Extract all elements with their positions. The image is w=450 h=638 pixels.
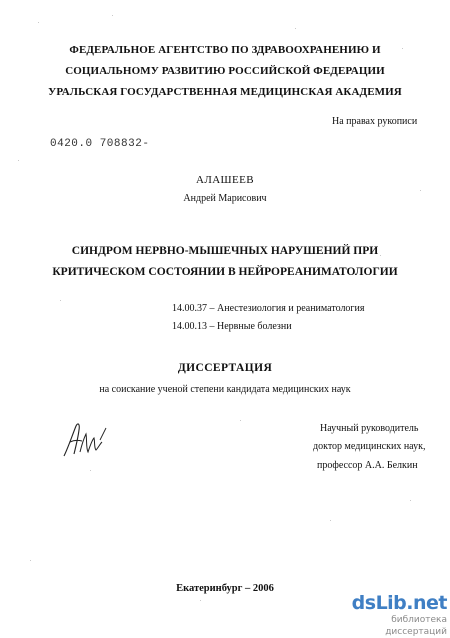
dslib-watermark: [351, 592, 447, 637]
watermark-subtitle: библиотека диссертаций: [385, 615, 447, 637]
author-surname: АЛАШЕЕВ: [195, 174, 255, 186]
supervisor-name: профессор А.А. Белкин: [317, 460, 418, 471]
catalog-number: 0420.0 708832-: [50, 138, 150, 150]
manuscript-note: На правах рукописи: [332, 116, 418, 127]
city-year: Екатеринбург – 2006: [176, 583, 274, 594]
thesis-title-line-2: КРИТИЧЕСКОМ СОСТОЯНИИ В НЕЙРОРЕАНИМАТОЛОГИИ: [52, 266, 398, 278]
author-name: Андрей Марисович: [183, 193, 267, 204]
institution-line-1: ФЕДЕРАЛЬНОЕ АГЕНТСТВО ПО ЗДРАВООХРАНЕНИЮ И: [69, 44, 381, 56]
specialty-2: 14.00.13 – Нервные болезни: [172, 321, 292, 332]
watermark-site: dsLib.net: [351, 592, 447, 614]
signature-image: [60, 418, 112, 462]
thesis-title-line-1: СИНДРОМ НЕРВНО-МЫШЕЧНЫХ НАРУШЕНИЙ ПРИ: [71, 245, 379, 257]
institution-line-2: СОЦИАЛЬНОМУ РАЗВИТИЮ РОССИЙСКОЙ ФЕДЕРАЦИИ: [65, 65, 385, 77]
supervisor-role: Научный руководитель: [320, 423, 419, 434]
specialty-1: 14.00.37 – Анестезиология и реаниматология: [172, 303, 365, 314]
supervisor-degree: доктор медицинских наук,: [313, 441, 426, 452]
document-type: ДИССЕРТАЦИЯ: [177, 362, 273, 374]
institution-line-3: УРАЛЬСКАЯ ГОСУДАРСТВЕННАЯ МЕДИЦИНСКАЯ АКАДЕМИЯ: [48, 86, 402, 98]
degree-line: на соискание ученой степени кандидата медицинских наук: [99, 384, 351, 395]
